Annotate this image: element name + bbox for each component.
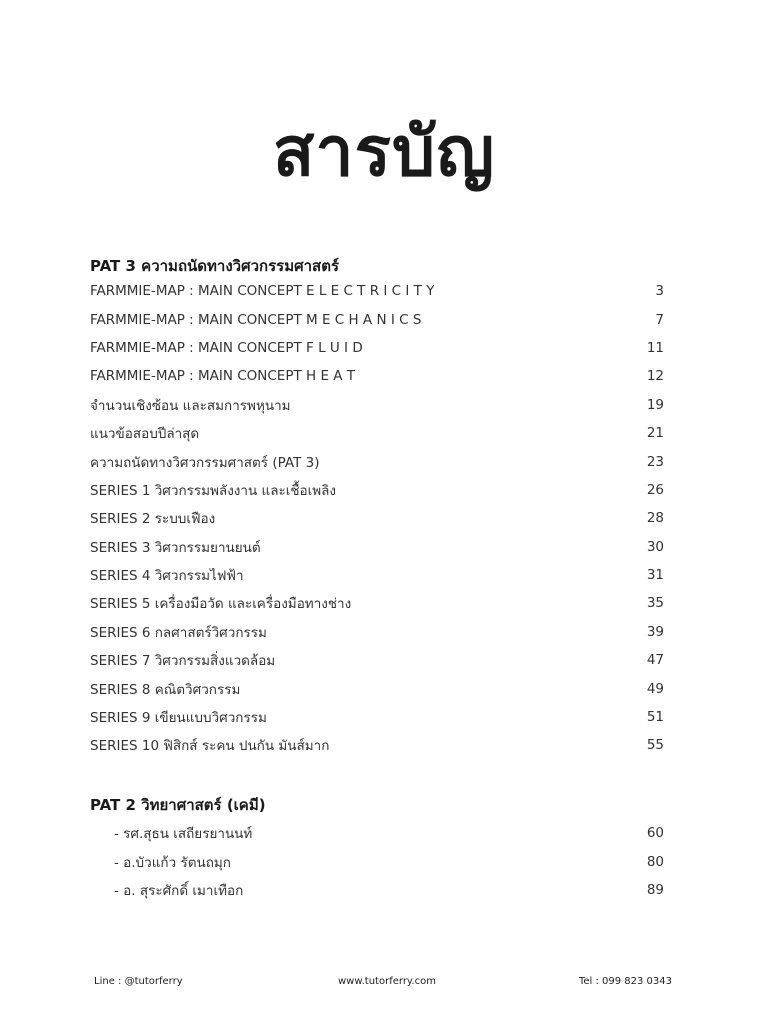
toc-label: SERIES 4 วิศวกรรมไฟฟ้า [90,568,244,585]
toc-page-number: 47 [646,652,664,669]
toc-row[interactable] [90,362,664,390]
toc-page-number: 51 [646,709,664,726]
toc-label: FARMMIE-MAP : MAIN CONCEPT F L U I D [90,339,363,356]
toc-row[interactable] [90,334,664,362]
toc-label: FARMMIE-MAP : MAIN CONCEPT E L E C T R I C I T Y [90,283,435,300]
toc-row[interactable] [90,419,664,447]
toc-label: SERIES 1 วิศวกรรมพลังงาน และเชื้อเพลิง [90,482,336,499]
toc-row[interactable] [90,391,664,419]
section-heading-pat2: PAT 2 วิทยาศาสตร์ (เคมี) [90,796,266,814]
toc-page-number: 49 [646,680,664,697]
toc-label: ความถนัดทางวิศวกรรมศาสตร์ (PAT 3) [90,454,320,471]
toc-page-number: 7 [655,311,664,328]
toc-page-number: 89 [646,881,664,898]
toc-page-number: 35 [646,595,664,612]
toc-page-number: 28 [646,510,664,527]
toc-label: - อ. สุระศักดิ์ เมาเทือก [114,882,244,899]
toc-page-number: 12 [646,368,664,385]
toc-label: SERIES 3 วิศวกรรมยานยนต์ [90,539,261,556]
toc-label: SERIES 2 ระบบเฟือง [90,511,216,528]
toc-label: SERIES 5 เครื่องมือวัด และเครื่องมือทางช่าง [90,596,352,613]
toc-row[interactable] [90,277,664,305]
toc-row[interactable] [90,646,664,674]
toc-row[interactable] [90,703,664,731]
toc-label: SERIES 8 คณิตวิศวกรรม [90,681,241,698]
toc-label: SERIES 9 เขียนแบบวิศวกรรม [90,710,267,727]
toc-row[interactable] [90,731,664,759]
toc-row[interactable] [90,674,664,702]
toc-label: FARMMIE-MAP : MAIN CONCEPT H E A T [90,368,356,385]
toc-page-number: 80 [646,853,664,870]
footer-website[interactable]: www.tutorferry.com [338,976,436,987]
toc-page-number: 31 [646,567,664,584]
toc-row[interactable] [90,847,664,875]
toc-label: SERIES 10 ฟิสิกส์ ระคน ปนกัน มันส์มาก [90,738,330,755]
toc-page-number: 19 [646,396,664,413]
toc-page-number: 55 [646,737,664,754]
toc-page-number: 26 [646,481,664,498]
footer-telephone: Tel : 099 823 0343 [578,976,672,987]
toc-row[interactable] [90,476,664,504]
page-title: สารบัญ [272,113,496,192]
toc-page-number: 30 [646,538,664,555]
toc-list-pat2 [90,819,664,904]
toc-label: - รศ.สุธน เสถียรยานนท์ [114,826,253,843]
toc-label: แนวข้อสอบปีล่าสุด [90,426,200,443]
toc-label: จำนวนเชิงซ้อน และสมการพหุนาม [90,397,291,414]
toc-page-number: 11 [646,339,664,356]
footer-line-id: Line : @tutorferry [94,976,183,987]
toc-page-number: 23 [646,453,664,470]
toc-label: - อ.บัวแก้ว รัตนถมุก [114,854,231,871]
section-heading-pat3: PAT 3 ความถนัดทางวิศวกรรมศาสตร์ [90,257,340,275]
toc-list-pat3 [90,277,664,760]
toc-page-number: 3 [655,283,664,300]
toc-page-number: 39 [646,623,664,640]
toc-row[interactable] [90,618,664,646]
toc-row[interactable] [90,876,664,904]
toc-row[interactable] [90,447,664,475]
toc-row[interactable] [90,533,664,561]
toc-label: SERIES 7 วิศวกรรมสิ่งแวดล้อม [90,653,276,670]
toc-label: SERIES 6 กลศาสตร์วิศวกรรม [90,624,267,641]
toc-row[interactable] [90,561,664,589]
toc-label: FARMMIE-MAP : MAIN CONCEPT M E C H A N I C S [90,311,422,328]
toc-row[interactable] [90,819,664,847]
toc-row[interactable] [90,305,664,333]
toc-row[interactable] [90,504,664,532]
toc-page-number: 21 [646,425,664,442]
toc-row[interactable] [90,589,664,617]
toc-page-number: 60 [646,825,664,842]
